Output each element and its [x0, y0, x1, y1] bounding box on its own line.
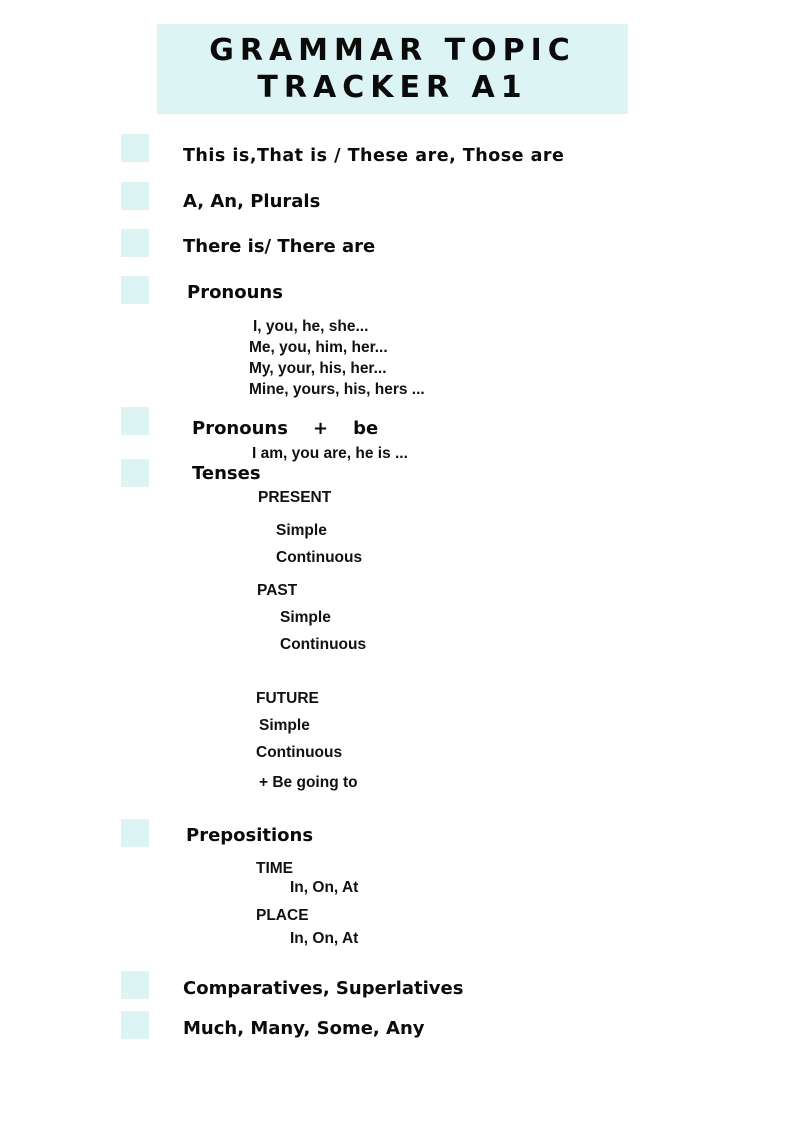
tense-past-label: PAST [257, 582, 298, 599]
checkbox-quantifiers[interactable] [121, 1011, 149, 1039]
checkbox-there-is[interactable] [121, 229, 149, 257]
topic-pronouns-be: Pronouns + be [192, 418, 379, 439]
tense-present-simple: Simple [276, 522, 327, 539]
topic-quantifiers: Much, Many, Some, Any [183, 1018, 425, 1039]
checkbox-pronouns[interactable] [121, 276, 149, 304]
checkbox-comparatives[interactable] [121, 971, 149, 999]
pronouns-line-2: Me, you, him, her... [249, 339, 388, 356]
prepositions-place-label: PLACE [256, 907, 309, 924]
tense-present-label: PRESENT [258, 489, 332, 506]
topic-comparatives: Comparatives, Superlatives [183, 978, 464, 999]
title-banner [157, 24, 628, 114]
topic-articles: A, An, Plurals [183, 191, 321, 212]
tense-present-continuous: Continuous [276, 549, 363, 566]
prepositions-time-label: TIME [256, 860, 294, 877]
tense-future-going-to: + Be going to [259, 774, 358, 791]
topic-tenses: Tenses [192, 463, 261, 484]
pronouns-line-4: Mine, yours, his, hers ... [249, 381, 425, 398]
title-line-2: TRACKER A1 [257, 70, 528, 105]
tense-future-continuous: Continuous [256, 744, 343, 761]
tense-future-label: FUTURE [256, 690, 319, 707]
tense-past-simple: Simple [280, 609, 331, 626]
title-line-1: GRAMMAR TOPIC [209, 33, 576, 68]
prepositions-place-items: In, On, At [290, 930, 359, 947]
pronouns-line-1: I, you, he, she... [253, 318, 369, 335]
prepositions-time-items: In, On, At [290, 879, 359, 896]
checkbox-pronouns-be[interactable] [121, 407, 149, 435]
topic-there-is: There is/ There are [183, 236, 376, 257]
pronouns-line-3: My, your, his, her... [249, 360, 387, 377]
tense-past-continuous: Continuous [280, 636, 367, 653]
pronouns-be-example: I am, you are, he is ... [252, 445, 408, 462]
tense-future-simple: Simple [259, 717, 310, 734]
checkbox-this-that[interactable] [121, 134, 149, 162]
checkbox-articles[interactable] [121, 182, 149, 210]
topic-pronouns: Pronouns [187, 282, 283, 303]
checkbox-tenses[interactable] [121, 459, 149, 487]
topic-this-that: This is,That is / These are, Those are [183, 146, 565, 166]
checkbox-prepositions[interactable] [121, 819, 149, 847]
topic-prepositions: Prepositions [186, 825, 314, 846]
